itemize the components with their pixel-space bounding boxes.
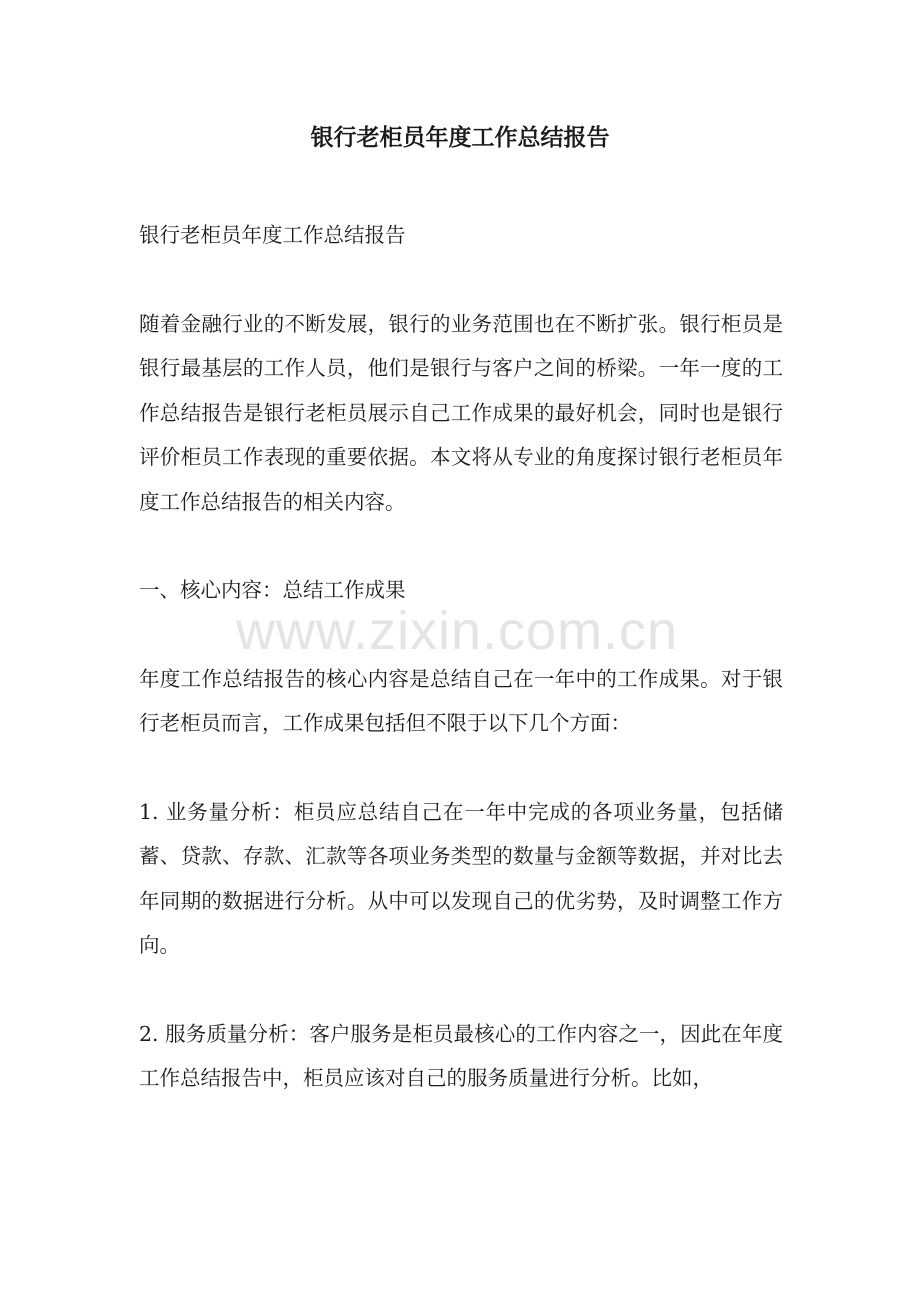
paragraph-intro: 随着金融行业的不断发展，银行的业务范围也在不断扩张。银行柜员是银行最基层的工作人员，他们是银行与客户之间的桥梁。一年一度的工作总结报告是银行老柜员展示自己工作成果的最好机会，同时也是银行评价柜员工作表现的重要依据。本文将从专业的角度探讨银行老柜员年度工作总结报告的相关内容。: [139, 311, 783, 514]
section-heading: 一、核心内容：总结工作成果: [139, 578, 406, 602]
document-body: [139, 213, 783, 1101]
list-item-service-quality: 2. 服务质量分析：客户服务是柜员最核心的工作内容之一，因此在年度工作总结报告中，柜员应该对自己的服务质量进行分析。比如，: [139, 1021, 783, 1090]
list-item-business-volume: 1. 业务量分析：柜员应总结自己在一年中完成的各项业务量，包括储蓄、贷款、存款、汇款等各项业务类型的数量与金额等数据，并对比去年同期的数据进行分析。从中可以发现自己的优劣势，及时调整工作方向。: [139, 799, 783, 957]
watermark: www.zixin.com.cn: [236, 601, 679, 661]
paragraph-subtitle: 银行老柜员年度工作总结报告: [139, 223, 406, 247]
document-title: 银行老柜员年度工作总结报告: [310, 124, 610, 151]
paragraph-core-content: 年度工作总结报告的核心内容是总结自己在一年中的工作成果。对于银行老柜员而言，工作成果包括但不限于以下几个方面：: [139, 666, 783, 735]
